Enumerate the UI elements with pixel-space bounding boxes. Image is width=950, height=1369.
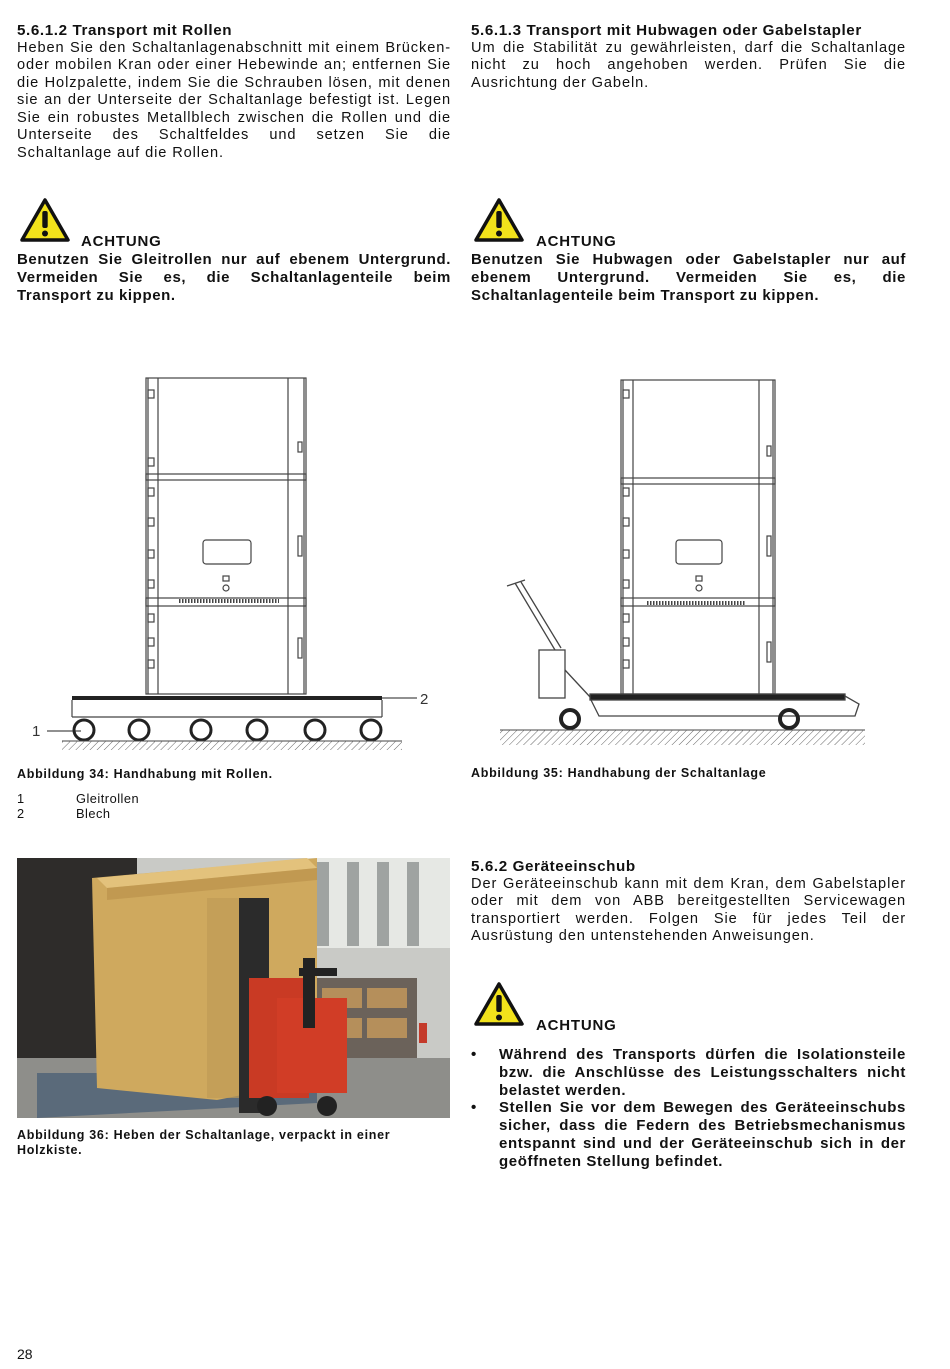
- callout-1: 1: [32, 723, 41, 740]
- section-text: Heben Sie den Schaltanlagenabschnitt mit einem Brücken- oder mobilen Kran oder einer Hebewinde an; entfernen Sie die Holzpalette, indem Sie die Schrauben lösen, mit denen sie an der Unterseite der Schaltanlage befestigt ist. Legen Sie ein robustes Metallblech zwischen die Rollen und die Unterseite des Schaltfeldes und setzen Sie die Schaltanlage auf die Rollen.: [17, 39, 451, 161]
- warning-icon: [473, 197, 525, 243]
- section-heading: 5.6.2 Geräteeinschub: [471, 858, 636, 875]
- warning-title: ACHTUNG: [536, 233, 617, 250]
- figure-34-caption: Abbildung 34: Handhabung mit Rollen.: [17, 767, 273, 781]
- figure-34-drawing: [17, 370, 437, 755]
- legend-number: 2: [17, 805, 25, 821]
- legend-text: Gleitrollen: [76, 791, 140, 806]
- warning-icon: [19, 197, 71, 243]
- figure-36-photo: [17, 858, 450, 1118]
- warning-bullet: [471, 1046, 906, 1099]
- legend-number: 1: [17, 791, 25, 806]
- rollers: [74, 720, 381, 740]
- switchgear-cabinet: [621, 380, 775, 694]
- figure-36-caption: Abbildung 36: Heben der Schaltanlage, verpackt in einer Holzkiste.: [17, 1128, 391, 1157]
- figure-35-drawing: [495, 370, 870, 750]
- pallet-truck: [507, 580, 859, 716]
- section-text: Um die Stabilität zu gewährleisten, darf die Schaltanlage nicht zu hoch angehoben werden. Prüfen Sie die Ausrichtung der Gabeln.: [471, 39, 906, 91]
- page-number: 28: [17, 1346, 33, 1362]
- bullet-text: Während des Transports dürfen die Isolationsteile bzw. die Anschlüsse des Leistungsschalters nicht belastet werden.: [499, 1046, 906, 1099]
- legend-row: [17, 792, 139, 807]
- warning-icon: [473, 981, 525, 1027]
- warning-text: Benutzen Sie Hubwagen oder Gabelstapler nur auf ebenem Untergrund. Vermeiden Sie es, die Schaltanlagenteile beim Transport zu kippen.: [471, 251, 906, 304]
- warning-bullet-list: [471, 1046, 906, 1171]
- switchgear-cabinet: [146, 378, 306, 694]
- bullet-symbol: •: [471, 1099, 477, 1117]
- bullet-symbol: •: [471, 1046, 477, 1063]
- warning-bullet: [471, 1099, 906, 1170]
- section-text: Der Geräteeinschub kann mit dem Kran, dem Gabelstapler oder mit dem von ABB bereitgestellten Servicewagen transportiert werden. Folgen Sie für jedes Teil der Ausrüstung den untenstehenden Anweisungen.: [471, 875, 906, 944]
- warning-title: ACHTUNG: [536, 1017, 617, 1034]
- legend-text: Blech: [76, 805, 111, 821]
- warning-title: ACHTUNG: [81, 233, 162, 250]
- metal-sheet: [72, 696, 382, 700]
- warning-text: Benutzen Sie Gleitrollen nur auf ebenem Untergrund. Vermeiden Sie es, die Schaltanlagenteile beim Transport zu kippen.: [17, 251, 451, 304]
- callout-2: 2: [420, 691, 429, 708]
- section-heading: 5.6.1.2 Transport mit Rollen: [17, 22, 233, 39]
- section-forklift: [471, 22, 906, 92]
- figure-35-caption: Abbildung 35: Handhabung der Schaltanlage: [471, 766, 767, 780]
- legend-row: [17, 807, 139, 822]
- section-heading: 5.6.1.3 Transport mit Hubwagen oder Gabelstapler: [471, 22, 862, 39]
- bullet-text: Stellen Sie vor dem Bewegen des Geräteeinschubs sicher, dass die Federn des Betriebsmechanismus entspannt sind und der Geräteeinschub sich in der geöffneten Stellung befindet.: [499, 1099, 906, 1170]
- section-rollers: [17, 22, 451, 162]
- figure-34-legend: [17, 792, 139, 821]
- section-truck: [471, 858, 906, 946]
